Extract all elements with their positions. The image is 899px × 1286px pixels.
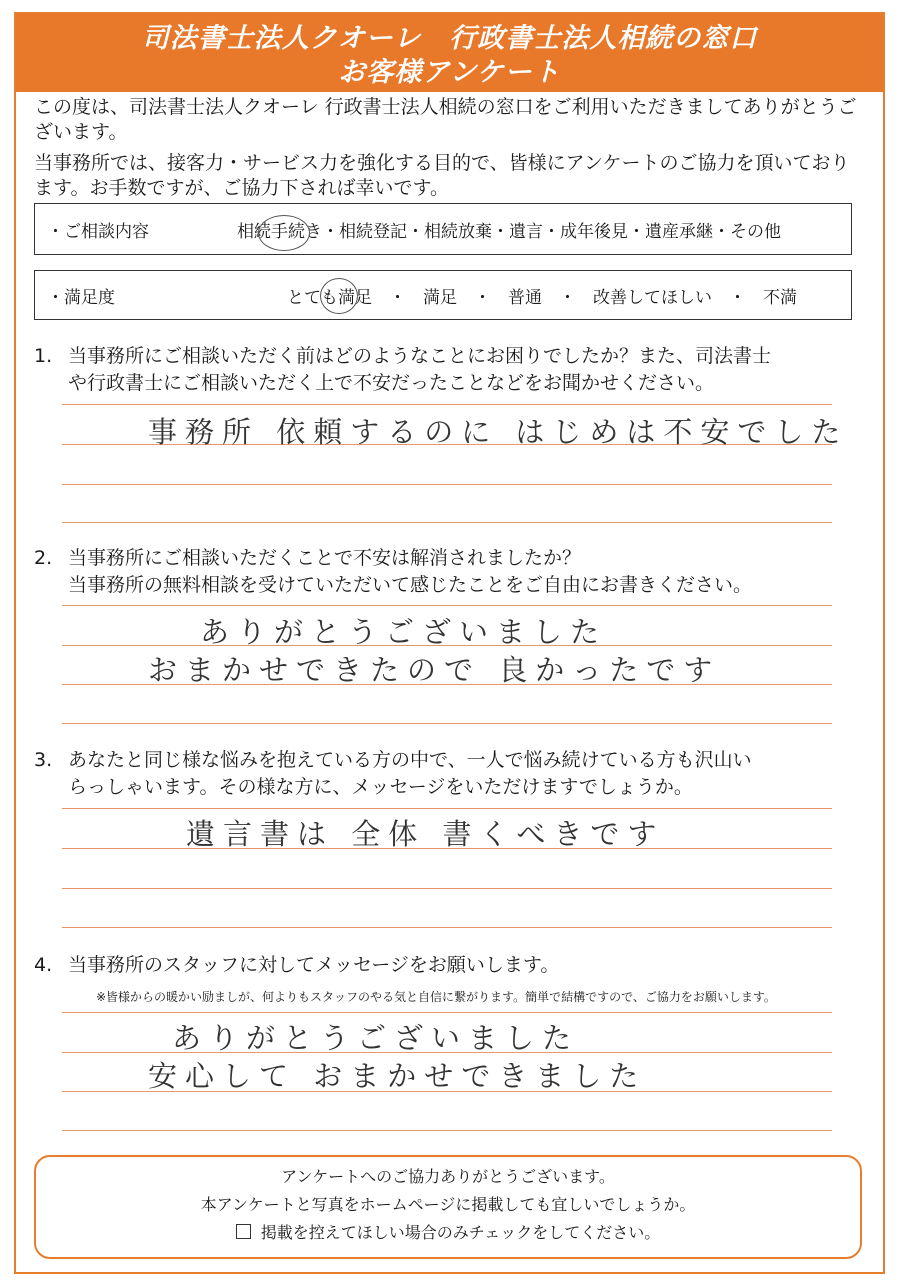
question-3 xyxy=(34,747,864,801)
question-number: 4. xyxy=(34,954,53,976)
answer-rule xyxy=(62,404,832,405)
footer-check-label: 掲載を控えてほしい場合のみチェックをしてください。 xyxy=(260,1223,661,1242)
answer-rule xyxy=(62,888,832,889)
footer-box xyxy=(34,1155,862,1259)
handwritten-answer: 遺言書は 全体 書くべきです xyxy=(186,817,665,851)
answer-rule xyxy=(62,927,832,928)
satisfaction-options: とても満足 ・ 満足 ・ 普通 ・ 改善してほしい ・ 不満 xyxy=(287,287,797,308)
question-number: 3. xyxy=(34,749,53,771)
answer-rule xyxy=(62,605,832,606)
answer-rule xyxy=(62,1130,832,1131)
footer-thanks: アンケートへのご協力ありがとうございます。 xyxy=(281,1167,615,1186)
question-number: 1. xyxy=(34,345,53,367)
answer-rule xyxy=(62,1012,832,1013)
handwritten-answer: ありがとうございました xyxy=(200,615,608,649)
question-text: 当事務所にご相談いただくことで不安は解消されましたか？ xyxy=(68,547,582,569)
handwritten-answer: 事務所 依頼するのに はじめは不安でした xyxy=(148,415,849,449)
question-1 xyxy=(34,343,864,397)
consult-label: ・ご相談内容 xyxy=(47,221,149,242)
question-text: 当事務所のスタッフに対してメッセージをお願いします。 xyxy=(68,954,560,976)
handwritten-answer: ありがとうございました xyxy=(172,1021,580,1055)
consult-content-box xyxy=(34,203,852,255)
question-text: や行政書士にご相談いただく上で不安だったことなどをお聞かせください。 xyxy=(68,372,715,394)
intro-text xyxy=(34,95,864,207)
question-4 xyxy=(34,952,864,979)
footer-question: 本アンケートと写真をホームページに掲載しても宜しいでしょうか。 xyxy=(200,1195,696,1214)
answer-rule xyxy=(62,522,832,523)
question-text: らっしゃいます。その様な方に、メッセージをいただけますでしょうか。 xyxy=(68,776,693,798)
intro-paragraph-2: 当事務所では、接客力・サービス力を強化する目的で、皆様にアンケートのご協力を頂いております。お手数ですが、ご協力下されば幸いです。 xyxy=(34,152,850,199)
question-note: ※皆様からの暖かい励ましが、何よりもスタッフのやる気と自信に繋がります。簡単で結構ですので、ご協力をお願いします。 xyxy=(96,990,776,1004)
selection-circle xyxy=(258,215,310,251)
selection-circle xyxy=(320,278,358,314)
header-banner xyxy=(16,14,883,92)
answer-rule xyxy=(62,808,832,809)
answer-rule xyxy=(62,723,832,724)
satisfaction-box xyxy=(34,270,852,320)
handwritten-answer: 安心して おまかせできました xyxy=(148,1059,647,1093)
satisfaction-label: ・満足度 xyxy=(47,287,115,308)
question-text: あなたと同じ様な悩みを抱えている方の中で、一人で悩み続けている方も沢山い xyxy=(68,749,752,771)
question-text: 当事務所の無料相談を受けていただいて感じたことをご自由にお書きください。 xyxy=(68,574,753,596)
header-title: 司法書士法人クオーレ 行政書士法人相続の窓口 xyxy=(141,23,758,54)
handwritten-answer: おまかせできたので 良かったです xyxy=(148,653,721,687)
question-text: 当事務所にご相談いただく前はどのようなことにお困りでしたか？また、司法書士 xyxy=(68,345,772,367)
question-number: 2. xyxy=(34,547,53,569)
publish-opt-out-checkbox[interactable] xyxy=(236,1224,251,1239)
answer-rule xyxy=(62,484,832,485)
intro-paragraph-1: この度は、司法書士法人クオーレ 行政書士法人相続の窓口をご利用いただきましてありがとうございます。 xyxy=(34,96,857,143)
question-2 xyxy=(34,545,864,599)
header-subtitle: お客様アンケート xyxy=(338,57,561,88)
footer-check-row xyxy=(36,1219,860,1247)
consult-options: 相続手続き・相続登記・相続放棄・遺言・成年後見・遺産承継・その他 xyxy=(237,221,781,242)
